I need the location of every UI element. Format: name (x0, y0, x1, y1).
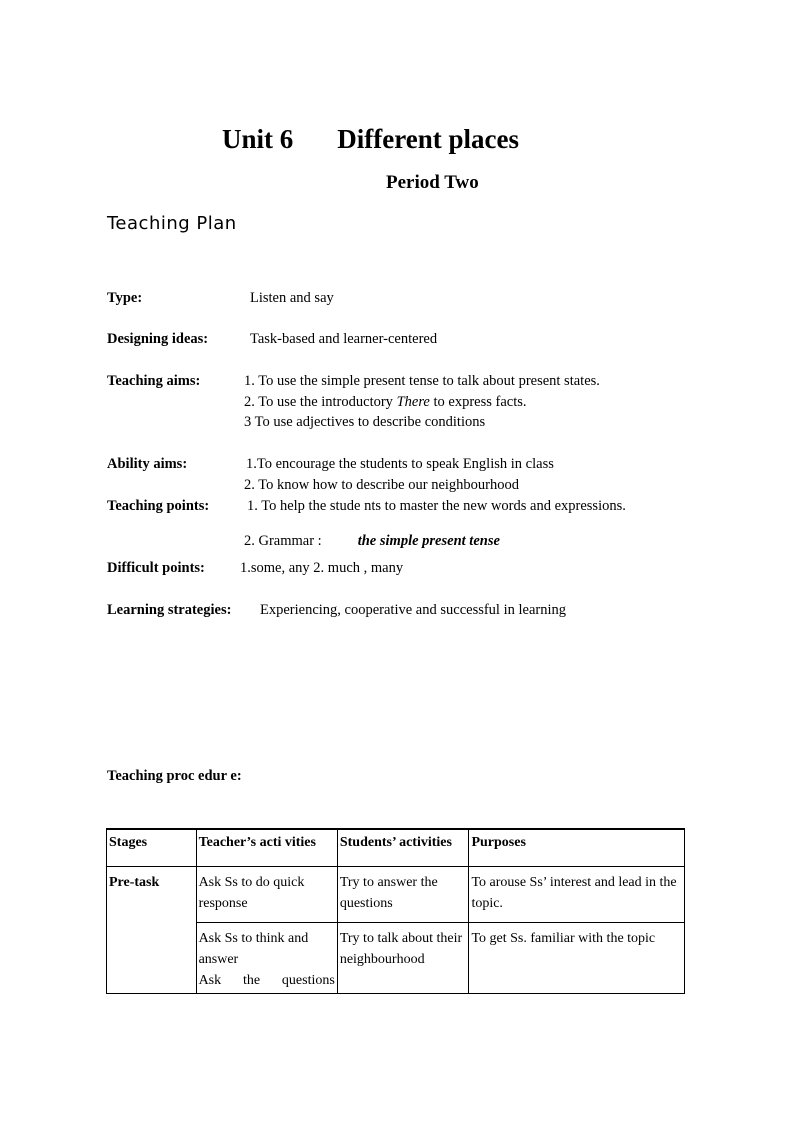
unit-topic: Different places (337, 124, 519, 154)
procedure-label: Teaching proc edur e: (107, 768, 242, 784)
aim-item-1: 1. To use the simple present tense to talk about present states. (244, 373, 600, 389)
ability-label: Ability aims: (107, 456, 188, 472)
table-header-row (107, 829, 685, 867)
purpose-cell: To get Ss. familiar with the topic (469, 923, 685, 994)
stage-cell: Pre-task (107, 867, 197, 994)
header-students: Students’ activities (337, 829, 469, 867)
difficult-value: 1.some, any 2. much , many (240, 560, 404, 576)
plan-heading: Teaching Plan (107, 213, 237, 234)
header-teacher: Teacher’s acti vities (196, 829, 337, 867)
ideas-label: Designing ideas: (107, 331, 209, 347)
students-cell: Try to answer the questions (337, 867, 469, 923)
grammar-focus: the simple present tense (357, 533, 500, 549)
ability-item-2: 2. To know how to describe our neighbourhood (244, 477, 519, 493)
there-word: There (396, 394, 430, 410)
ability-item-1: 1.To encourage the students to speak English in class (246, 456, 554, 472)
aim-item-3: 3 To use adjectives to describe conditions (244, 414, 486, 430)
unit-number: Unit 6 (222, 124, 294, 154)
strategies-label: Learning strategies: (107, 602, 232, 618)
header-stages: Stages (107, 829, 197, 867)
strategies-value: Experiencing, cooperative and successful in learning (260, 602, 566, 618)
header-purposes: Purposes (469, 829, 685, 867)
purpose-cell: To arouse Ss’ interest and lead in the topic. (469, 867, 685, 923)
procedure-table (106, 828, 685, 994)
students-cell: Try to talk about their neighbourhood (337, 923, 469, 994)
type-value: Listen and say (250, 290, 334, 306)
points-label: Teaching points: (107, 498, 210, 514)
point-item-1: 1. To help the stude nts to master the new words and expressions. (247, 498, 626, 514)
document-title (222, 124, 519, 155)
aim-item-2: 2. To use the introductory There to express facts. (244, 394, 527, 410)
period-subtitle: Period Two (386, 172, 479, 193)
ideas-value: Task-based and learner-centered (250, 331, 438, 347)
table-row (107, 867, 685, 923)
point-item-2: 2. Grammar : the simple present tense (244, 533, 500, 549)
aims-label: Teaching aims: (107, 373, 201, 389)
teacher-cell: Ask Ss to think and answer Ask the questions (196, 923, 337, 994)
type-label: Type: (107, 290, 143, 306)
difficult-label: Difficult points: (107, 560, 205, 576)
teacher-cell: Ask Ss to do quick response (196, 867, 337, 923)
